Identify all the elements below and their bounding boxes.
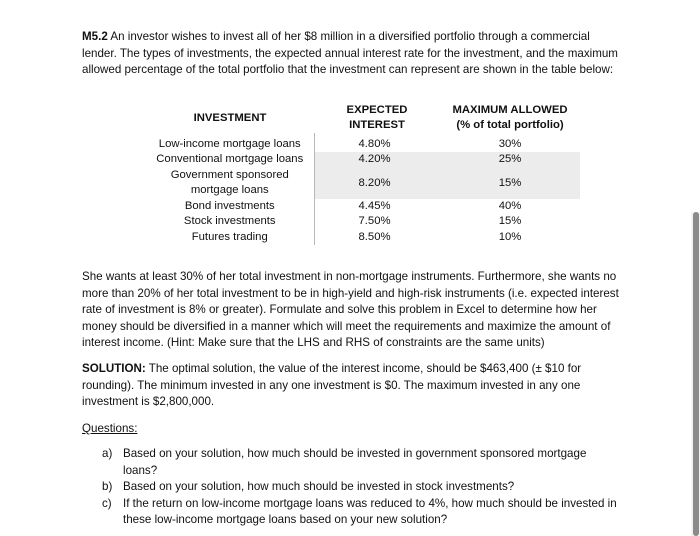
questions-heading: Questions: — [82, 422, 138, 435]
investment-table — [146, 103, 580, 245]
solution-text: The optimal solution, the value of the interest income, should be $463,400 (± $10 for rounding). The minimum invested in any one investment is $0. The maximum invested in any one investment is $2,800,000. — [82, 362, 582, 408]
solution-label: SOLUTION: — [82, 362, 146, 375]
question-letter: b) — [102, 480, 113, 493]
table-header-row — [146, 103, 580, 133]
table-row — [146, 133, 580, 152]
maximum-allowed: 10% — [498, 230, 522, 243]
table-row — [146, 214, 580, 229]
scrollbar-thumb[interactable] — [693, 212, 699, 536]
table-row — [146, 152, 580, 167]
problem-description: She wants at least 30% of her total investment in non-mortgage instruments. Furthermore, she wants no more than 20% of her total investment to be in high-yield and high-risk instruments (i.e. expected interest rate of investment is 8% or greater). Formulate and solve this problem in Excel to determine how her money should be diversified in a manner which will meet the requirements and maximize the amount of interest income. (Hint: Make sure that the LHS and RHS of constraints are the same units) — [82, 270, 619, 349]
expected-interest: 4.20% — [314, 152, 440, 167]
table-row — [146, 199, 580, 214]
header-max-line1: MAXIMUM ALLOWED — [452, 104, 568, 116]
header-investment: INVESTMENT — [193, 111, 267, 124]
investment-name: Bond investments — [184, 199, 275, 212]
investment-name: Stock investments — [183, 215, 276, 228]
investment-name: Government sponsored mortgage loans — [170, 168, 289, 197]
problem-number: M5.2 — [82, 30, 108, 43]
question-text: Based on your solution, how much should be invested in government sponsored mortgage loans? — [123, 447, 587, 477]
table-row — [146, 230, 580, 245]
expected-interest: 7.50% — [314, 214, 440, 229]
maximum-allowed: 15% — [440, 168, 580, 199]
header-max-line2: (% of total portfolio) — [456, 119, 564, 131]
maximum-allowed: 25% — [440, 152, 580, 167]
table-row — [146, 168, 580, 199]
maximum-allowed: 40% — [498, 199, 522, 212]
questions-list — [102, 446, 622, 529]
question-text: Based on your solution, how much should be invested in stock investments? — [123, 480, 515, 493]
problem-intro — [82, 29, 622, 79]
question-text: If the return on low-income mortgage loans was reduced to 4%, how much should be invested in these low-income mortgage loans based on your new solution? — [123, 496, 617, 526]
maximum-allowed: 30% — [498, 138, 522, 150]
list-item — [102, 496, 622, 529]
question-letter: c) — [102, 496, 112, 510]
solution-paragraph — [82, 361, 622, 411]
investment-name: Low-income mortgage loans — [158, 138, 301, 150]
header-maximum-allowed — [440, 103, 580, 133]
expected-interest: 4.45% — [314, 199, 440, 214]
expected-interest: 4.80% — [314, 133, 440, 152]
expected-interest: 8.20% — [314, 168, 440, 199]
list-item — [102, 446, 622, 479]
question-letter: a) — [102, 447, 113, 460]
investment-name: Conventional mortgage loans — [156, 153, 304, 166]
header-expected-interest: EXPECTED INTEREST — [346, 104, 408, 131]
maximum-allowed: 15% — [498, 215, 522, 228]
list-item — [102, 479, 622, 496]
investment-name: Futures trading — [191, 230, 268, 243]
expected-interest: 8.50% — [314, 230, 440, 245]
intro-text: An investor wishes to invest all of her $8 million in a diversified portfolio through a commercial lender. The types of investments, the expected annual interest rate for the investment, and the maximum allowed percentage of the total portfolio that the investment can represent are shown in the table below: — [82, 30, 618, 76]
